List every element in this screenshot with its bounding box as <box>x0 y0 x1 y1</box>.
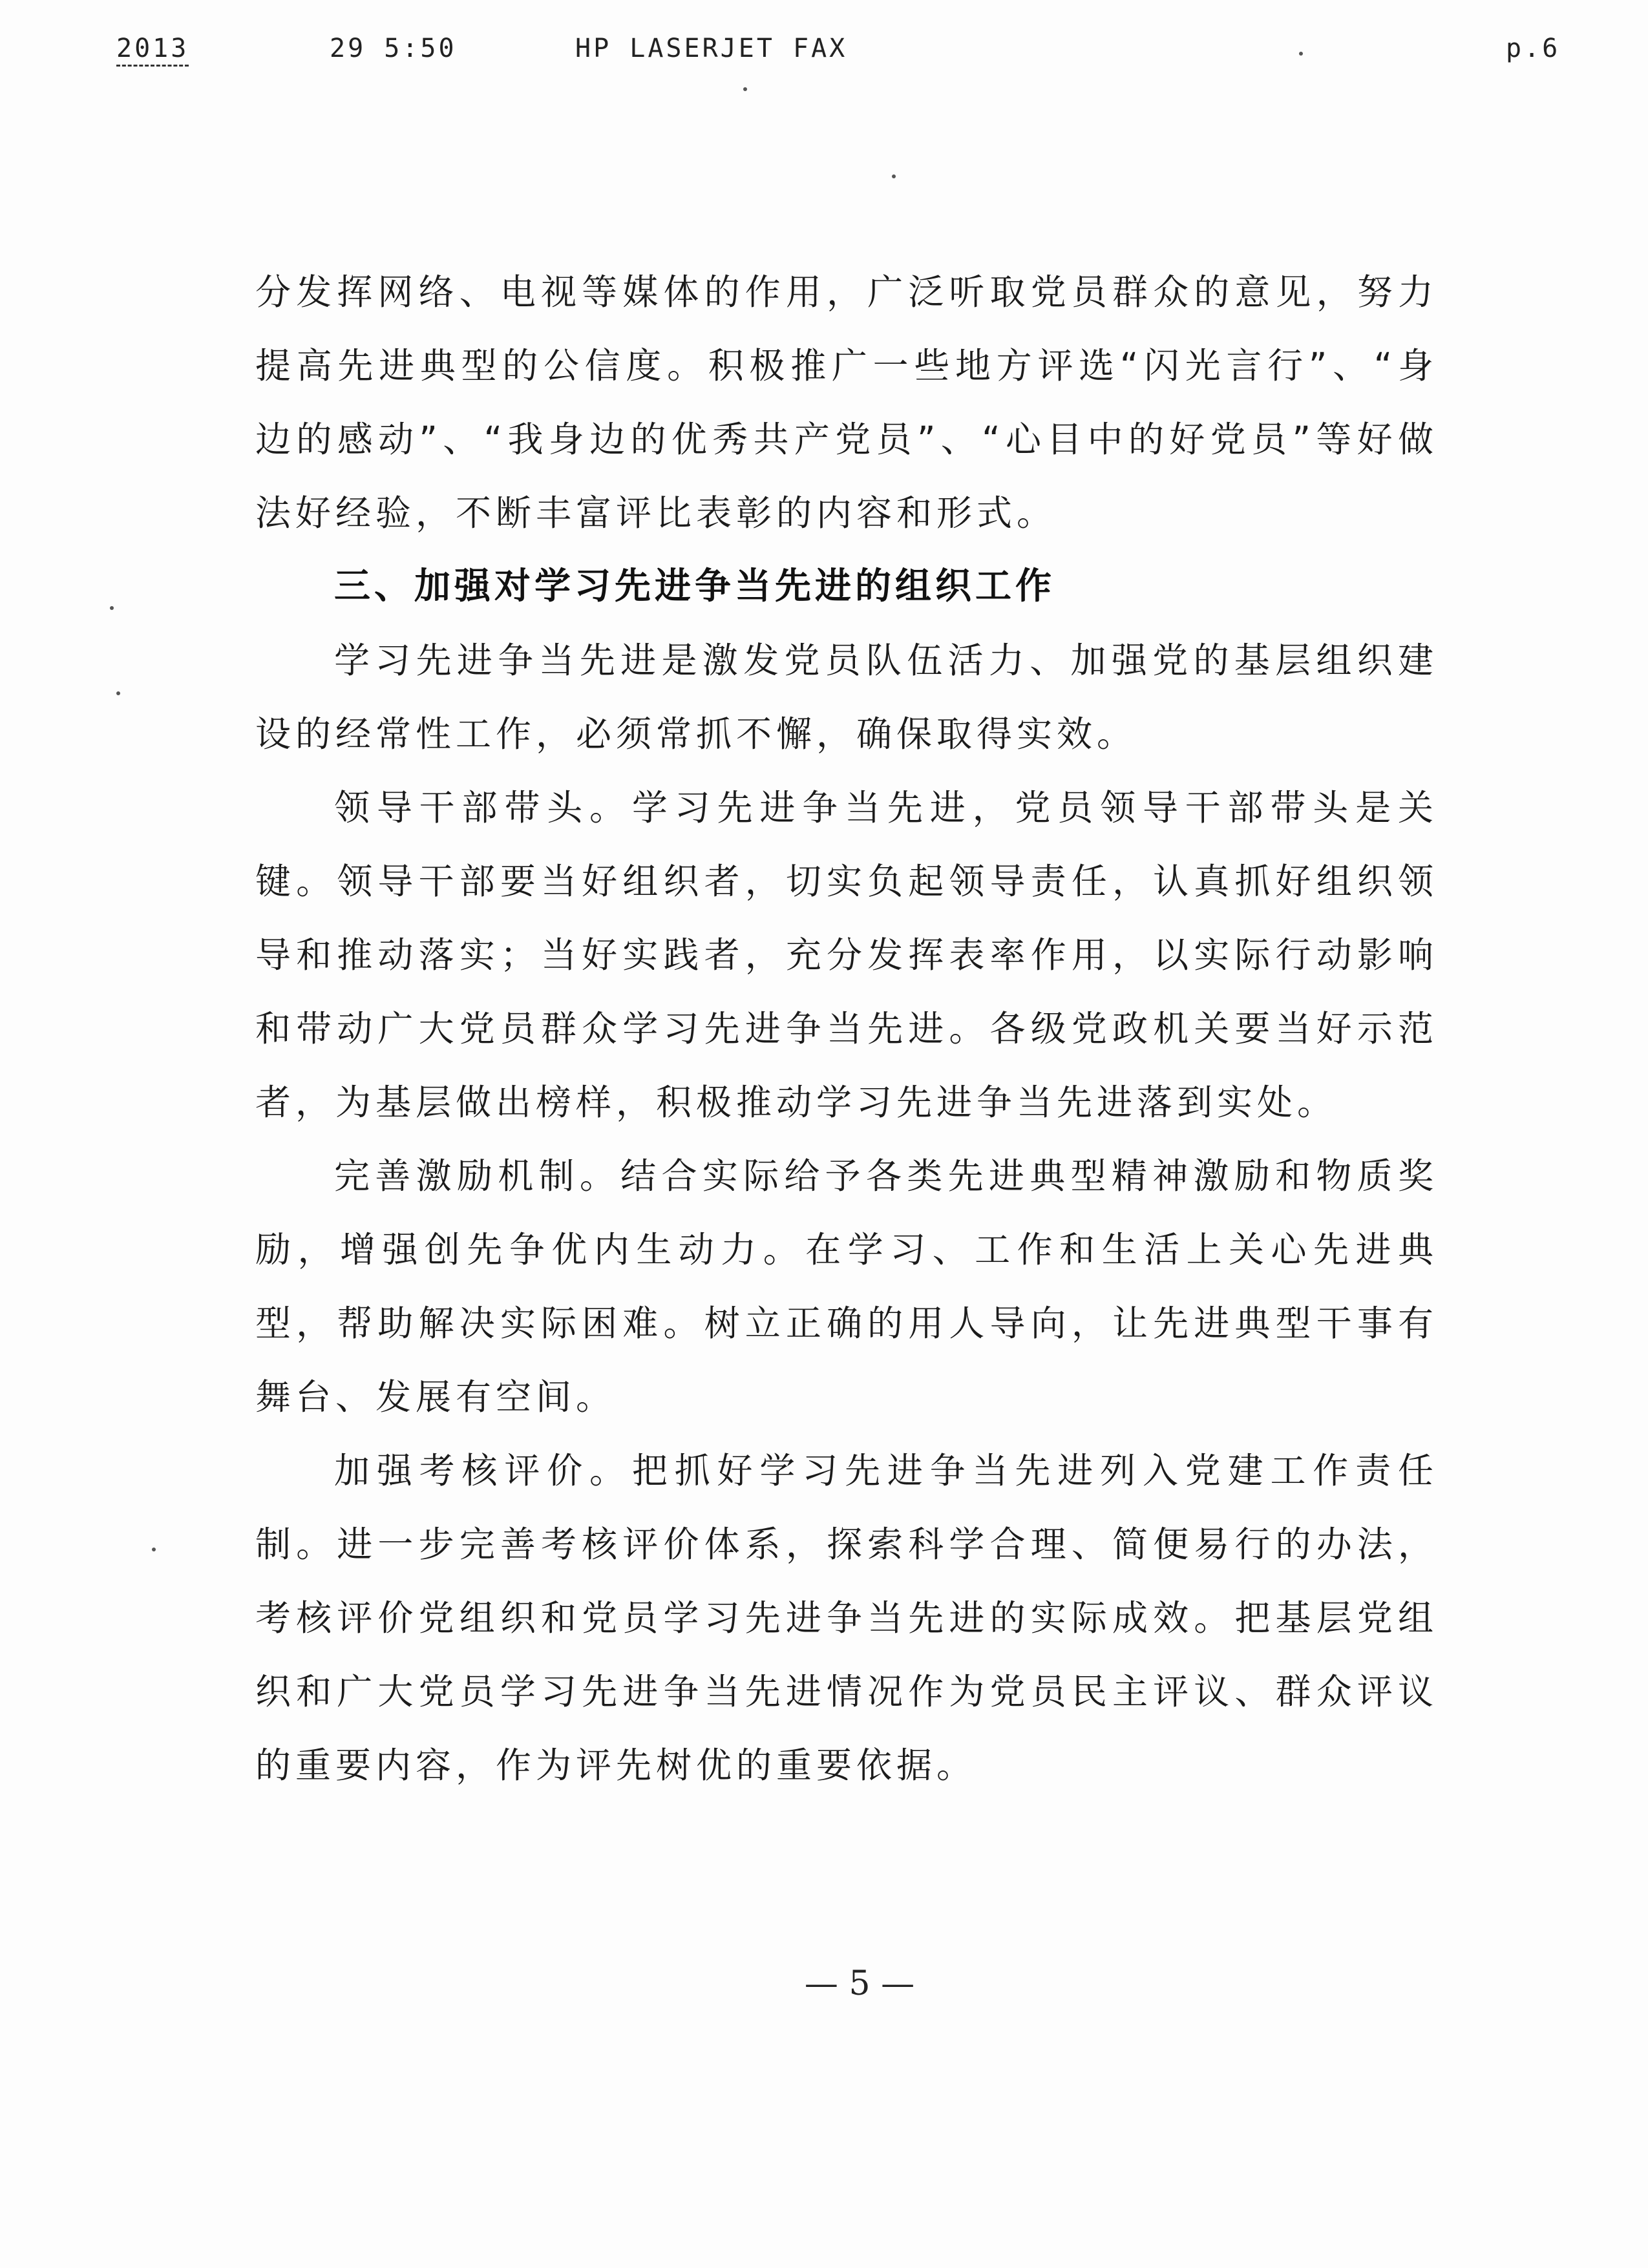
page-number: — 5 — <box>804 1964 915 2003</box>
fax-date: 2013 <box>116 34 189 67</box>
paragraph-evaluation: 加强考核评价。把抓好学习先进争当先进列入党建工作责任制。进一步完善考核评价体系，探索科学合理、简便易行的办法，考核评价党组织和党员学习先进争当先进的实际成效。把基层党组织和广大党员学习先进争当先进情况作为党员民主评议、群众评议的重要内容，作为评先树优的重要依据。 <box>255 1450 1438 1786</box>
paragraph-incentives: 完善激励机制。结合实际给予各类先进典型精神激励和物质奖励，增强创先争优内生动力。在学习、工作和生活上关心先进典型，帮助解决实际困难。树立正确的用人导向，让先进典型干事有舞台、发展有空间。 <box>255 1155 1438 1418</box>
scan-speck <box>892 174 896 178</box>
section-heading: 三、加强对学习先进争当先进的组织工作 <box>334 565 1055 607</box>
paragraph-continuation: 分发挥网络、电视等媒体的作用，广泛听取党员群众的意见，努力提高先进典型的公信度。积极推广一些地方评选“闪光言行”、“身边的感动”、“我身边的优秀共产党员”、“心目中的好党员”等好做法好经验，不断丰富评比表彰的内容和形式。 <box>255 271 1438 534</box>
scan-speck <box>116 691 120 695</box>
paragraph-leaders: 领导干部带头。学习先进争当先进，党员领导干部带头是关键。领导干部要当好组织者，切实负起领导责任，认真抓好组织领导和推动落实；当好实践者，充分发挥表率作用，以实际行动影响和带动广大党员群众学习先进争当先进。各级党政机关要当好示范者，为基层做出榜样，积极推动学习先进争当先进落到实处。 <box>255 787 1438 1123</box>
fax-device-name: HP LASERJET FAX <box>575 34 848 63</box>
scan-speck <box>110 606 114 610</box>
fax-page-number: p.6 <box>1506 34 1561 63</box>
paragraph-intro: 学习先进争当先进是激发党员队伍活力、加强党的基层组织建设的经常性工作，必须常抓不懈，确保取得实效。 <box>255 640 1438 755</box>
fax-time: 29 5:50 <box>330 34 457 63</box>
scan-speck <box>1299 52 1303 56</box>
document-body <box>255 255 1438 1802</box>
fax-header <box>116 34 1561 72</box>
scan-speck <box>152 1548 156 1551</box>
scan-speck <box>743 87 747 91</box>
